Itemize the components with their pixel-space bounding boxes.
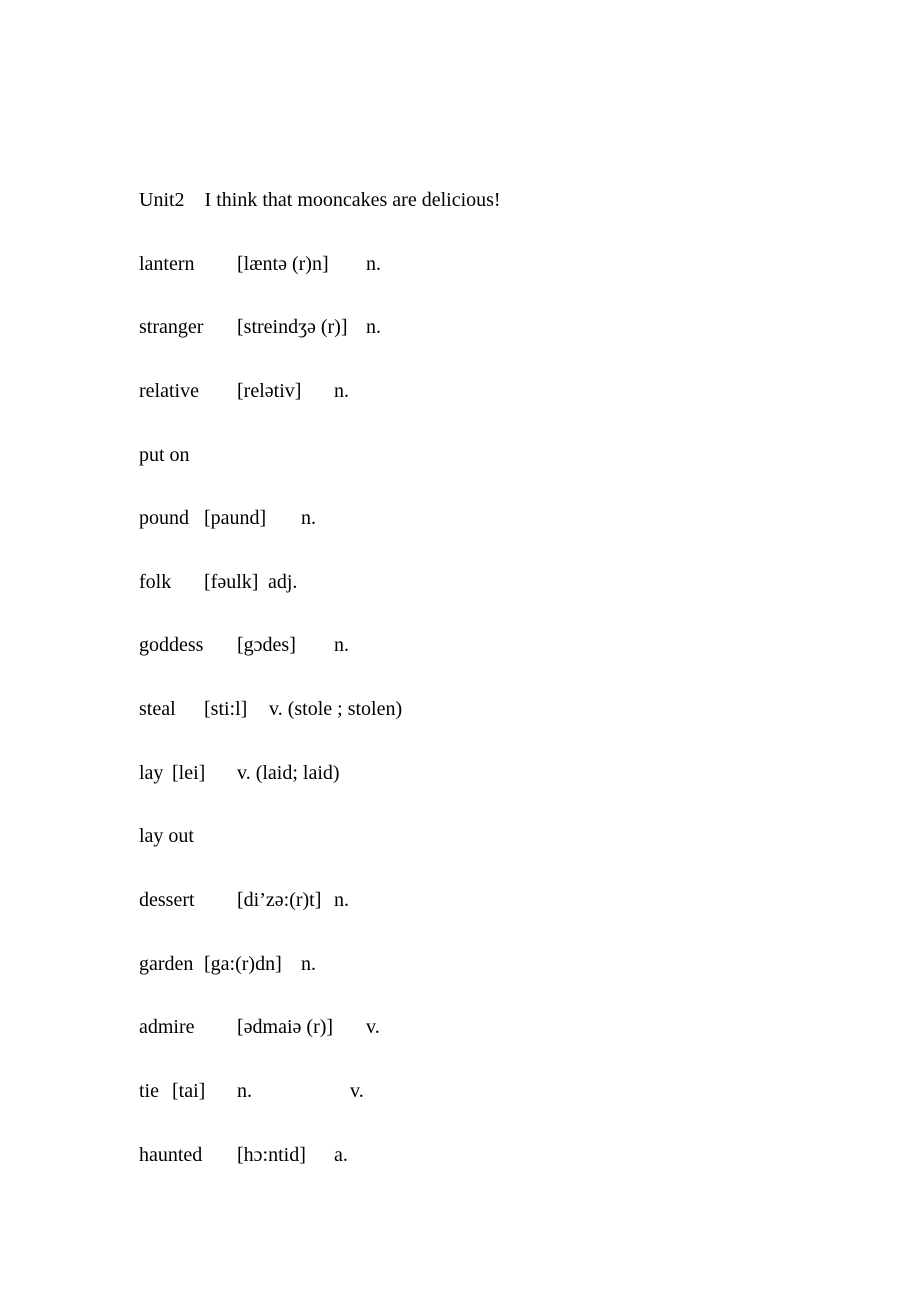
entry-pos: n. (334, 634, 349, 656)
entry-pos: v. (laid; laid) (237, 762, 340, 784)
entry-word: steal (139, 698, 176, 720)
entry-word: put on (139, 444, 190, 466)
entry-phonetic: [ga:(r)dn] (204, 953, 282, 975)
entry-pos-secondary: v. (350, 1080, 364, 1102)
entry-phonetic: [lei] (172, 762, 206, 784)
entry-pos: v. (stole ; stolen) (269, 698, 403, 720)
entry-pos: n. (237, 1080, 252, 1102)
entry-word: lantern (139, 253, 195, 275)
entry-phonetic: [gɔdes] (237, 634, 296, 656)
entry-word: haunted (139, 1144, 203, 1166)
entry-phonetic: [læntə (r)n] (237, 253, 329, 275)
entry-pos: n. (334, 889, 349, 911)
entry-phonetic: [relətiv] (237, 380, 302, 402)
entry-word: lay (139, 762, 164, 784)
page-title: Unit2 I think that mooncakes are delicious! (139, 189, 501, 211)
entry-word: folk (139, 571, 172, 593)
entry-phonetic: [fəulk] (204, 571, 259, 593)
entry-pos: n. (301, 507, 316, 529)
entry-pos: a. (334, 1144, 348, 1166)
entry-phonetic: [tai] (172, 1080, 206, 1102)
entry-word: stranger (139, 316, 204, 338)
entry-word: relative (139, 380, 199, 402)
entry-pos: adj. (268, 571, 298, 593)
entry-pos: n. (366, 253, 381, 275)
entry-word: garden (139, 953, 194, 975)
entry-word: lay out (139, 825, 194, 847)
entry-word: tie (139, 1080, 159, 1102)
entry-phonetic: [sti:l] (204, 698, 248, 720)
entry-phonetic: [ədmaiə (r)] (237, 1016, 334, 1038)
entry-pos: n. (301, 953, 316, 975)
entry-phonetic: [paund] (204, 507, 267, 529)
entry-pos: n. (366, 316, 381, 338)
entry-word: dessert (139, 889, 195, 911)
entry-pos: v. (366, 1016, 380, 1038)
entry-word: goddess (139, 634, 204, 656)
entry-phonetic: [di’zə:(r)t] (237, 889, 322, 911)
entry-pos: n. (334, 380, 349, 402)
entry-phonetic: [streindʒə (r)] (237, 316, 348, 338)
entry-phonetic: [hɔ:ntid] (237, 1144, 306, 1166)
entry-word: pound (139, 507, 189, 529)
entry-word: admire (139, 1016, 195, 1038)
